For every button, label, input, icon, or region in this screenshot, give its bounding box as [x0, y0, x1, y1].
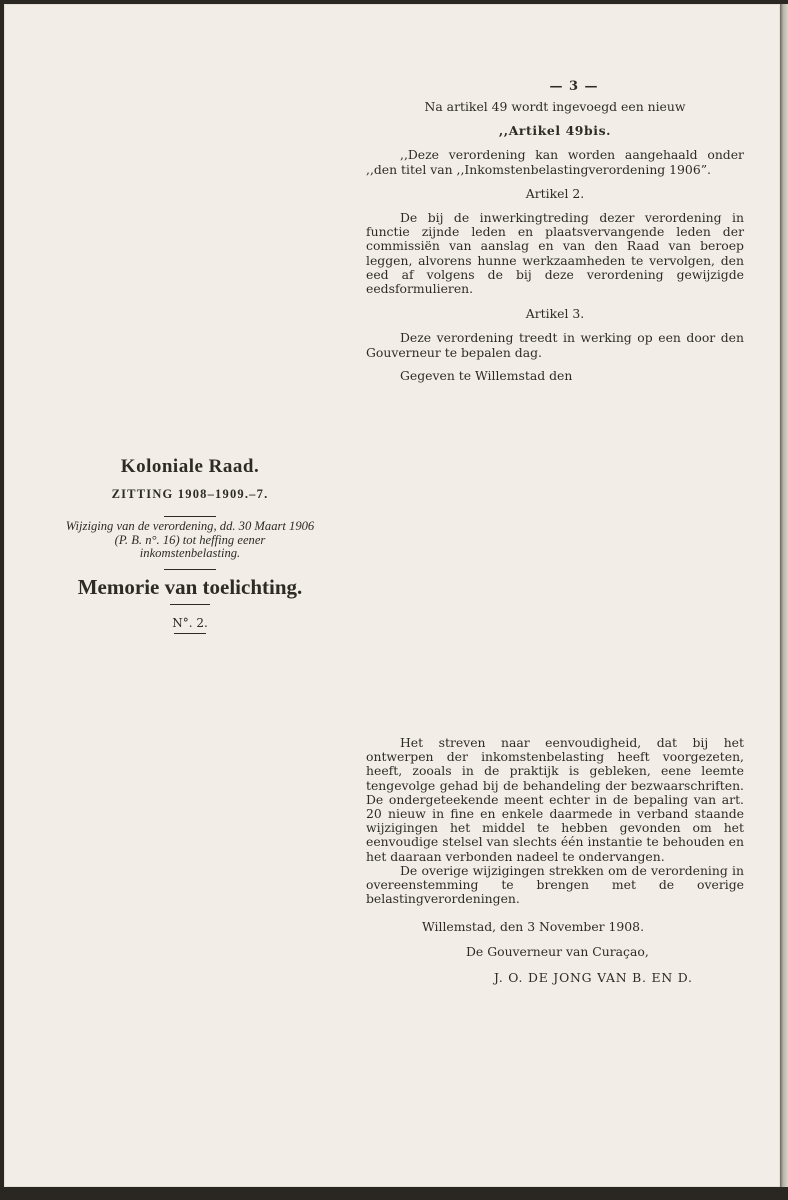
article-2-heading: Artikel 2. [525, 185, 585, 201]
articles-block [366, 100, 744, 383]
article-3-text: Deze verordening treedt in werking op een door den Gouverneur te bepalen dag. [366, 330, 744, 360]
rule-under-memo [170, 604, 210, 605]
given-at: Gegeven te Willemstad den [400, 367, 573, 383]
rule-under-number [174, 633, 206, 634]
signatory-title: De Gouverneur van Curaçao, [466, 943, 649, 959]
rule-under-subject [164, 569, 216, 570]
rule-under-session [164, 516, 216, 517]
place-date: Willemstad, den 3 November 1908. [422, 919, 645, 935]
memo-title: Memorie van toelichting. [77, 574, 303, 599]
explanation-paragraph-2: De overige wijzigingen strekken om de verordening in overeenstemming te brengen met de overige belastingverordeningen. [366, 862, 744, 907]
new-article-heading: ,,Artikel 49bis. [498, 123, 612, 139]
page-number: — 3 — [549, 79, 599, 94]
council-title: Koloniale Raad. [120, 456, 260, 477]
memo-number: N°. 2. [172, 615, 208, 630]
article-intro: Na artikel 49 wordt ingevoegd een nieuw [424, 99, 686, 114]
document-page [4, 4, 780, 1187]
page-edge-bottom [0, 1187, 788, 1200]
explanation-paragraph-1: Het streven naar eenvoudigheid, dat bij het ontwerpen der inkomstenbelasting heeft voorgezeten, heeft, zooals in de praktijk is gebleken, eene leemte tengevolge gehad bij de behandeling der bezwaarschriften. De ondergeteekende meent echter in de bepaling van art. 20 nieuw in fine en enkele daarmede in verband staande wijzigingen het middel te hebben gevonden om het eenvoudige stelsel van slechts één instantie te behouden en het daaraan verbonden nadeel te ondervangen. [366, 735, 744, 864]
explanation-block [366, 736, 744, 985]
page-edge-right [780, 4, 788, 1200]
signatory-name: J. O. DE JONG VAN B. EN D. [494, 969, 693, 985]
article-3-heading: Artikel 3. [525, 306, 585, 322]
subject-text: Wijziging van de verordening, dd. 30 Maart 1906 (P. B. n°. 16) tot heffing eener inkomstenbelasting. [65, 519, 315, 560]
article-2-text: De bij de inwerkingtreding dezer verordening in functie zijnde leden en plaatsvervangende leden der commissiën van aanslag en van den Raad van beroep leggen, alvorens hunne werkzaamheden te vervolgen, den eed af volgens de bij deze verordening gewijzigde eedsformulieren. [366, 210, 744, 297]
session-label: ZITTING 1908–1909.–7. [111, 487, 269, 501]
new-article-text: ,,Deze verordening kan worden aangehaald onder ,,den titel van ,,Inkomstenbelastingverordening 1906”. [366, 147, 744, 177]
